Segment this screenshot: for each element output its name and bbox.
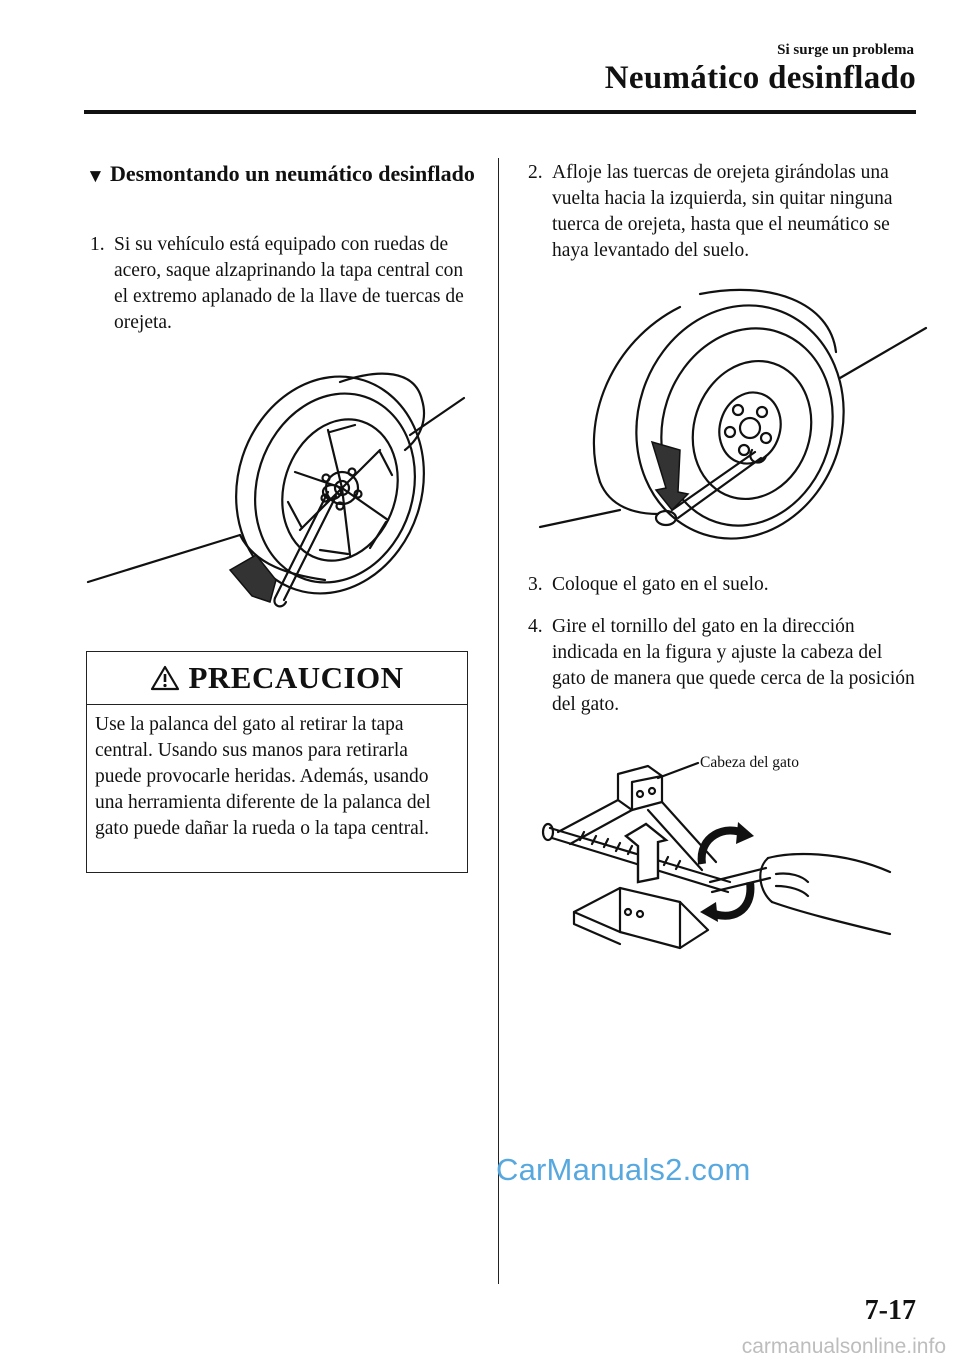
step-number: 4. xyxy=(528,616,543,637)
step-3 xyxy=(528,572,918,598)
section-heading-text: Desmontando un neumático desinflado xyxy=(110,161,475,186)
step-4 xyxy=(528,614,918,718)
step-text: Afloje las tuercas de orejeta girándolas una vuelta hacia la izquierda, sin quitar ninguna tuerca de orejeta, hasta que el neumático se haya levantado del suelo. xyxy=(552,162,893,261)
step-number: 2. xyxy=(528,162,543,183)
step-number: 3. xyxy=(528,574,543,595)
step-number: 1. xyxy=(90,234,105,255)
step-1 xyxy=(90,232,480,336)
page-number: 7-17 xyxy=(864,1295,916,1326)
watermark-logo: CarManuals2.com xyxy=(496,1152,751,1187)
figure-jack-adjust xyxy=(540,752,930,962)
column-divider xyxy=(498,158,499,1284)
warning-triangle-icon xyxy=(150,665,180,691)
caution-title: PRECAUCION xyxy=(188,660,404,695)
step-2 xyxy=(528,160,918,264)
figure-wheel-cap-removal xyxy=(80,360,480,610)
triangle-down-icon: ▼ xyxy=(86,166,105,187)
footer-site: carmanualsonline.info xyxy=(741,1335,946,1358)
page-title: Neumático desinflado xyxy=(604,60,916,96)
figure-loosen-lug-nuts xyxy=(540,282,930,532)
caution-header xyxy=(87,652,467,705)
chapter-label: Si surge un problema xyxy=(777,42,914,58)
step-text: Si su vehículo está equipado con ruedas de acero, saque alzaprinando la tapa central con el extremo aplanado de la llave de tuercas de orejeta. xyxy=(114,234,464,333)
caution-text: Use la palanca del gato al retirar la tapa central. Usando sus manos para retirarla puede provocarle heridas. Además, usando una herramienta diferente de la palanca del gato puede dañar la rueda o la tapa central. xyxy=(95,714,431,839)
step-text: Gire el tornillo del gato en la dirección indicada en la figura y ajuste la cabeza del gato de manera que quede cerca de la posición del gato. xyxy=(552,616,915,715)
caution-box xyxy=(86,651,468,873)
jack-head-label: Cabeza del gato xyxy=(700,754,799,771)
header-rule xyxy=(84,110,916,114)
section-heading xyxy=(86,160,486,187)
step-text: Coloque el gato en el suelo. xyxy=(552,574,769,595)
